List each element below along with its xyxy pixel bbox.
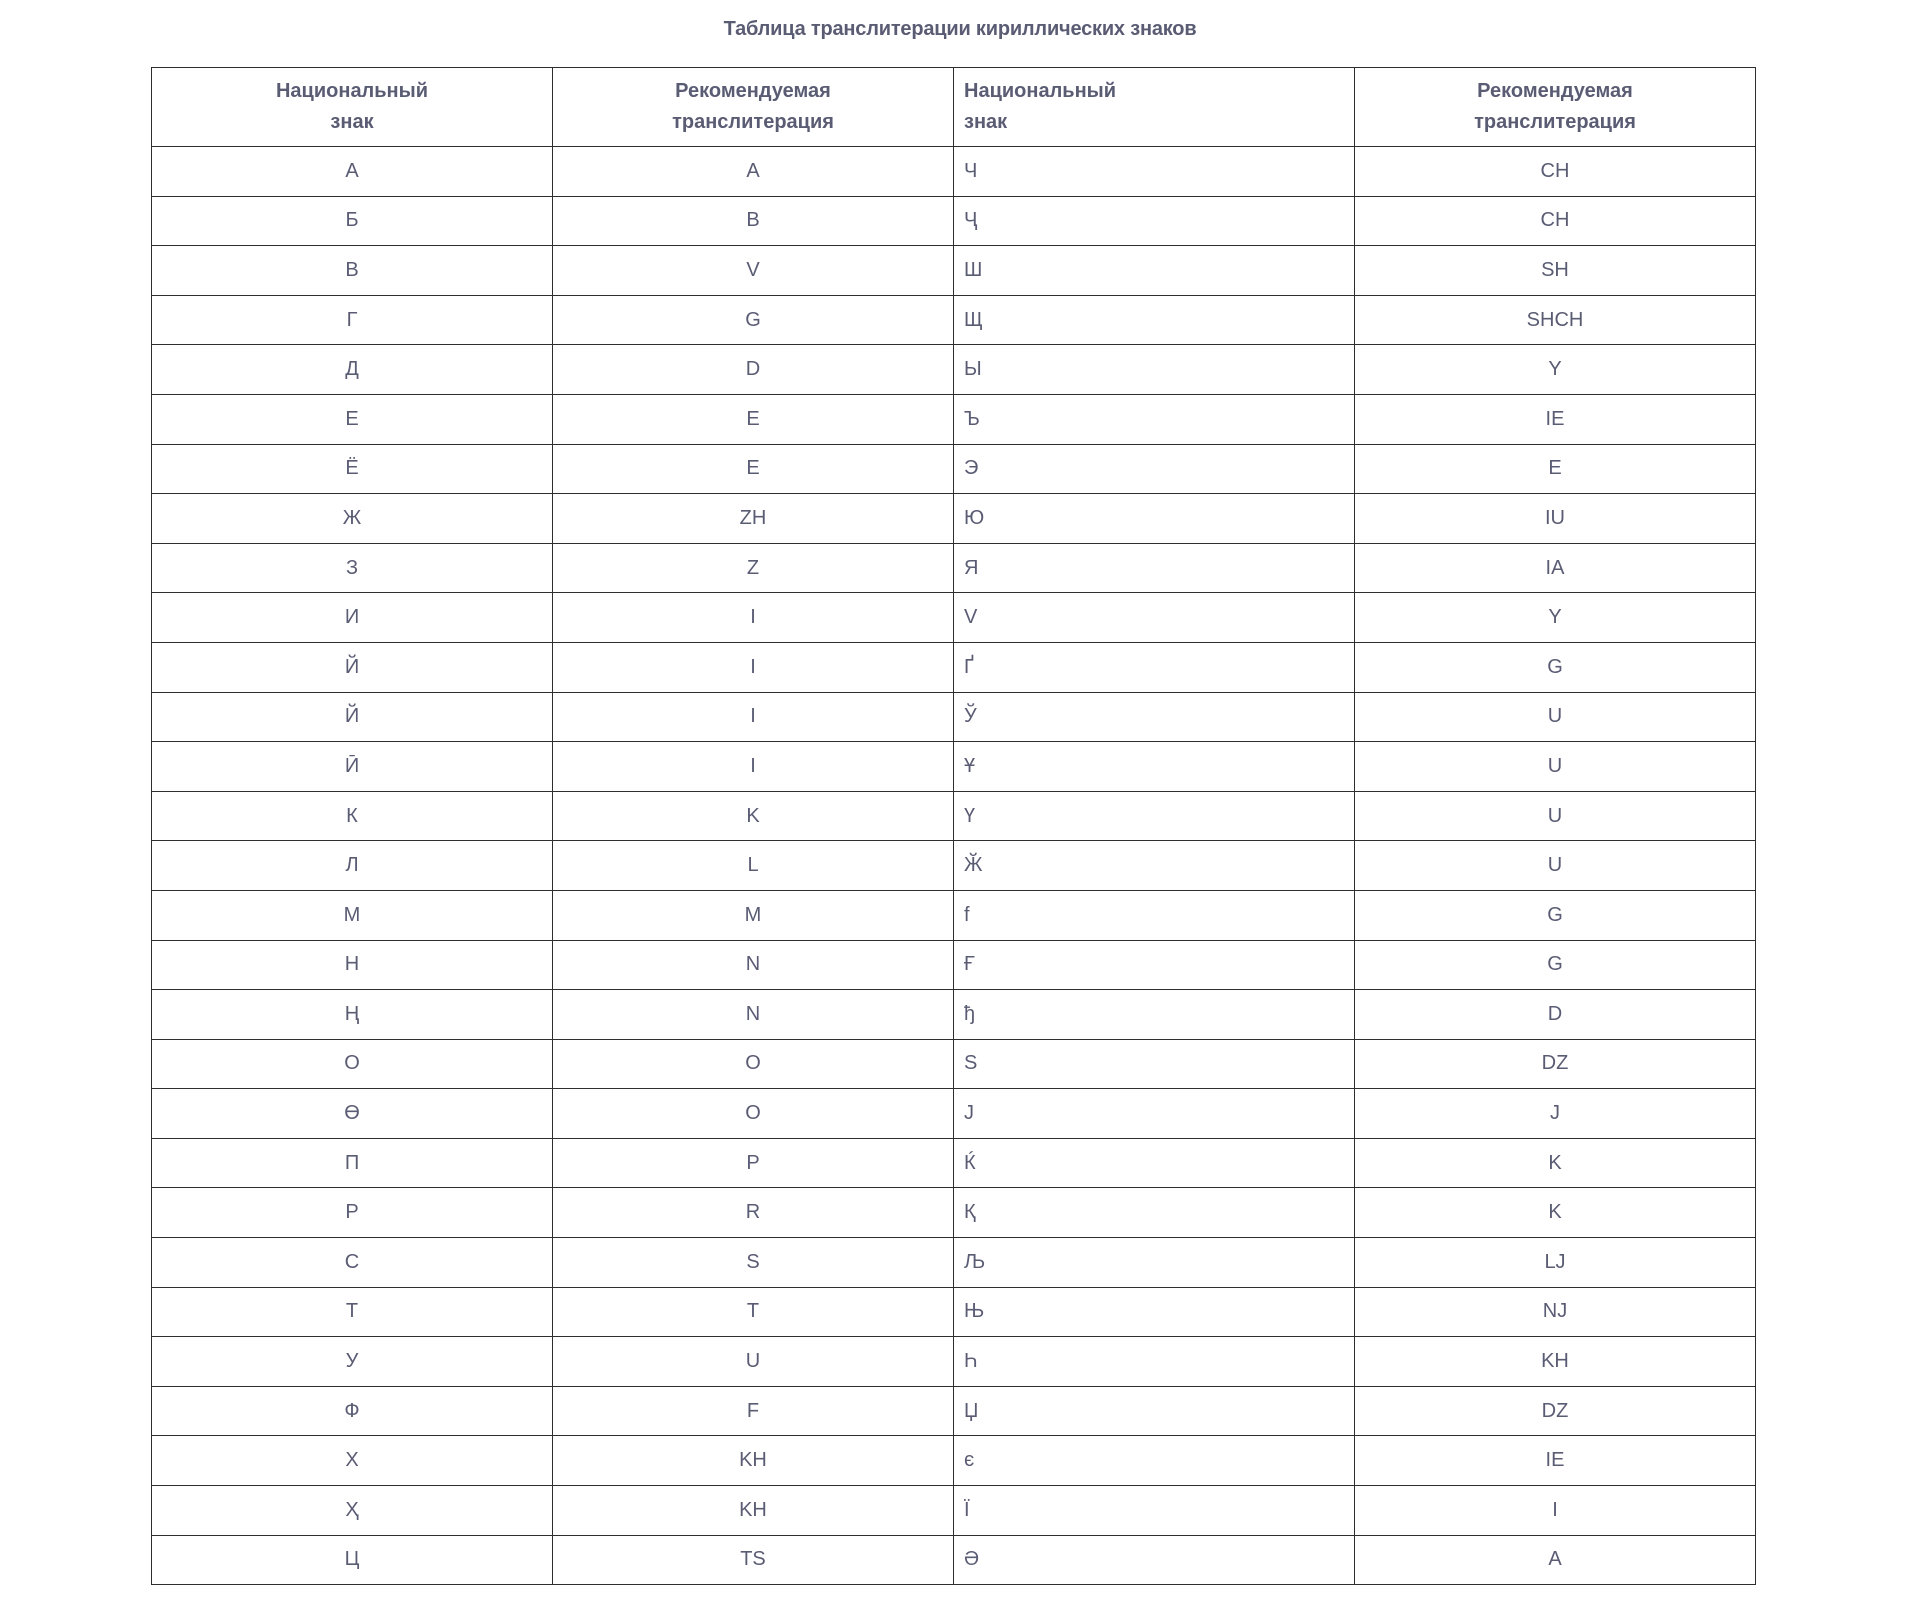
transliteration-cell: A xyxy=(1355,1535,1756,1585)
table-row xyxy=(152,1436,1756,1486)
transliteration-cell: T xyxy=(553,1287,954,1337)
national-sign-cell: Й xyxy=(152,642,553,692)
transliteration-cell: DZ xyxy=(1355,1386,1756,1436)
transliteration-cell: TS xyxy=(553,1535,954,1585)
table-row xyxy=(152,1287,1756,1337)
national-sign-cell: Љ xyxy=(954,1238,1355,1288)
national-sign-cell: Ю xyxy=(954,494,1355,544)
transliteration-cell: G xyxy=(1355,890,1756,940)
table-row xyxy=(152,593,1756,643)
transliteration-cell: KH xyxy=(1355,1337,1756,1387)
transliteration-cell: U xyxy=(553,1337,954,1387)
national-sign-cell: Я xyxy=(954,543,1355,593)
header-line: знак xyxy=(330,111,374,133)
transliteration-cell: DZ xyxy=(1355,1039,1756,1089)
header-line: знак xyxy=(964,111,1008,133)
table-row xyxy=(152,1039,1756,1089)
transliteration-cell: G xyxy=(553,295,954,345)
transliteration-cell: O xyxy=(553,1089,954,1139)
transliteration-cell: D xyxy=(1355,990,1756,1040)
table-row xyxy=(152,1486,1756,1536)
national-sign-cell: Н xyxy=(152,940,553,990)
national-sign-cell: Э xyxy=(954,444,1355,494)
transliteration-cell: E xyxy=(553,394,954,444)
national-sign-cell: Ғ xyxy=(954,940,1355,990)
national-sign-cell: Л xyxy=(152,841,553,891)
national-sign-cell: Щ xyxy=(954,295,1355,345)
transliteration-cell: I xyxy=(553,742,954,792)
national-sign-cell: Х xyxy=(152,1436,553,1486)
table-row xyxy=(152,1188,1756,1238)
transliteration-cell: Y xyxy=(1355,593,1756,643)
table-row xyxy=(152,246,1756,296)
transliteration-cell: N xyxy=(553,940,954,990)
transliteration-cell: U xyxy=(1355,692,1756,742)
national-sign-cell: О xyxy=(152,1039,553,1089)
national-sign-cell: З xyxy=(152,543,553,593)
header-line: Рекомендуемая xyxy=(675,80,831,102)
national-sign-cell: Ж xyxy=(152,494,553,544)
transliteration-cell: LJ xyxy=(1355,1238,1756,1288)
transliteration-table xyxy=(151,67,1756,1585)
table-row xyxy=(152,543,1756,593)
national-sign-cell: Ї xyxy=(954,1486,1355,1536)
transliteration-cell: K xyxy=(1355,1138,1756,1188)
national-sign-cell: Р xyxy=(152,1188,553,1238)
header-national-sign-1 xyxy=(152,68,553,147)
national-sign-cell: Њ xyxy=(954,1287,1355,1337)
national-sign-cell: V xyxy=(954,593,1355,643)
national-sign-cell: Ҷ xyxy=(954,196,1355,246)
national-sign-cell: В xyxy=(152,246,553,296)
transliteration-cell: Y xyxy=(1355,345,1756,395)
national-sign-cell: J xyxy=(954,1089,1355,1139)
national-sign-cell: Ґ xyxy=(954,642,1355,692)
national-sign-cell: Ҳ xyxy=(152,1486,553,1536)
transliteration-cell: KH xyxy=(553,1436,954,1486)
national-sign-cell: f xyxy=(954,890,1355,940)
transliteration-cell: O xyxy=(553,1039,954,1089)
national-sign-cell: А xyxy=(152,147,553,197)
national-sign-cell: є xyxy=(954,1436,1355,1486)
table-row xyxy=(152,1386,1756,1436)
national-sign-cell: Ъ xyxy=(954,394,1355,444)
table-row xyxy=(152,1337,1756,1387)
national-sign-cell: С xyxy=(152,1238,553,1288)
transliteration-cell: IE xyxy=(1355,1436,1756,1486)
national-sign-cell: Ќ xyxy=(954,1138,1355,1188)
transliteration-cell: IA xyxy=(1355,543,1756,593)
national-sign-cell: Ы xyxy=(954,345,1355,395)
transliteration-cell: J xyxy=(1355,1089,1756,1139)
national-sign-cell: Д xyxy=(152,345,553,395)
transliteration-cell: ZH xyxy=(553,494,954,544)
transliteration-cell: P xyxy=(553,1138,954,1188)
national-sign-cell: Ң xyxy=(152,990,553,1040)
transliteration-cell: I xyxy=(1355,1486,1756,1536)
transliteration-cell: K xyxy=(553,791,954,841)
transliteration-cell: CH xyxy=(1355,196,1756,246)
transliteration-cell: V xyxy=(553,246,954,296)
table-row xyxy=(152,444,1756,494)
transliteration-cell: D xyxy=(553,345,954,395)
national-sign-cell: Һ xyxy=(954,1337,1355,1387)
national-sign-cell: Ӂ xyxy=(954,841,1355,891)
transliteration-cell: B xyxy=(553,196,954,246)
transliteration-cell: IU xyxy=(1355,494,1756,544)
national-sign-cell: Ё xyxy=(152,444,553,494)
national-sign-cell: Е xyxy=(152,394,553,444)
transliteration-cell: I xyxy=(553,692,954,742)
transliteration-cell: S xyxy=(553,1238,954,1288)
table-row xyxy=(152,1138,1756,1188)
transliteration-cell: E xyxy=(1355,444,1756,494)
transliteration-cell: G xyxy=(1355,642,1756,692)
transliteration-cell: Z xyxy=(553,543,954,593)
header-national-sign-2 xyxy=(954,68,1355,147)
table-row xyxy=(152,1089,1756,1139)
transliteration-cell: CH xyxy=(1355,147,1756,197)
table-row xyxy=(152,1535,1756,1585)
table-row xyxy=(152,345,1756,395)
table-row xyxy=(152,394,1756,444)
header-row xyxy=(152,68,1756,147)
table-row xyxy=(152,196,1756,246)
transliteration-cell: G xyxy=(1355,940,1756,990)
national-sign-cell: Т xyxy=(152,1287,553,1337)
transliteration-cell: E xyxy=(553,444,954,494)
national-sign-cell: П xyxy=(152,1138,553,1188)
header-line: транслитерация xyxy=(672,111,834,133)
header-line: транслитерация xyxy=(1474,111,1636,133)
transliteration-cell: I xyxy=(553,642,954,692)
table-row xyxy=(152,1238,1756,1288)
transliteration-cell: K xyxy=(1355,1188,1756,1238)
transliteration-cell: IE xyxy=(1355,394,1756,444)
header-transliteration-2 xyxy=(1355,68,1756,147)
national-sign-cell: Б xyxy=(152,196,553,246)
header-line: Национальный xyxy=(275,80,429,102)
transliteration-cell: N xyxy=(553,990,954,1040)
national-sign-cell: Ә xyxy=(954,1535,1355,1585)
page-title: Таблица транслитерации кириллических знаков xyxy=(723,18,1197,40)
transliteration-cell: SHCH xyxy=(1355,295,1756,345)
header-transliteration-1 xyxy=(553,68,954,147)
table-row xyxy=(152,494,1756,544)
national-sign-cell: Ў xyxy=(954,692,1355,742)
national-sign-cell: S xyxy=(954,1039,1355,1089)
transliteration-cell: SH xyxy=(1355,246,1756,296)
national-sign-cell: Ч xyxy=(954,147,1355,197)
national-sign-cell: ђ xyxy=(954,990,1355,1040)
table-row xyxy=(152,940,1756,990)
national-sign-cell: У xyxy=(152,1337,553,1387)
transliteration-cell: M xyxy=(553,890,954,940)
table-row xyxy=(152,692,1756,742)
national-sign-cell: Қ xyxy=(954,1188,1355,1238)
table-row xyxy=(152,841,1756,891)
transliteration-cell: U xyxy=(1355,742,1756,792)
table-row xyxy=(152,147,1756,197)
national-sign-cell: Г xyxy=(152,295,553,345)
table-body xyxy=(152,147,1756,1585)
national-sign-cell: К xyxy=(152,791,553,841)
national-sign-cell: Џ xyxy=(954,1386,1355,1436)
table-row xyxy=(152,742,1756,792)
transliteration-cell: U xyxy=(1355,841,1756,891)
transliteration-cell: R xyxy=(553,1188,954,1238)
national-sign-cell: Ц xyxy=(152,1535,553,1585)
table-row xyxy=(152,791,1756,841)
table-row xyxy=(152,890,1756,940)
transliteration-cell: A xyxy=(553,147,954,197)
national-sign-cell: Й xyxy=(152,692,553,742)
header-line: Национальный xyxy=(964,80,1117,102)
transliteration-cell: I xyxy=(553,593,954,643)
table-row xyxy=(152,990,1756,1040)
national-sign-cell: И xyxy=(152,593,553,643)
national-sign-cell: Ӣ xyxy=(152,742,553,792)
transliteration-cell: NJ xyxy=(1355,1287,1756,1337)
national-sign-cell: Ф xyxy=(152,1386,553,1436)
header-line: Рекомендуемая xyxy=(1477,80,1633,102)
table-row xyxy=(152,295,1756,345)
national-sign-cell: М xyxy=(152,890,553,940)
national-sign-cell: Ш xyxy=(954,246,1355,296)
national-sign-cell: Ө xyxy=(152,1089,553,1139)
transliteration-cell: L xyxy=(553,841,954,891)
transliteration-cell: KH xyxy=(553,1486,954,1536)
transliteration-cell: U xyxy=(1355,791,1756,841)
national-sign-cell: Ұ xyxy=(954,742,1355,792)
table-row xyxy=(152,642,1756,692)
national-sign-cell: Ү xyxy=(954,791,1355,841)
transliteration-cell: F xyxy=(553,1386,954,1436)
table-header xyxy=(152,68,1756,147)
